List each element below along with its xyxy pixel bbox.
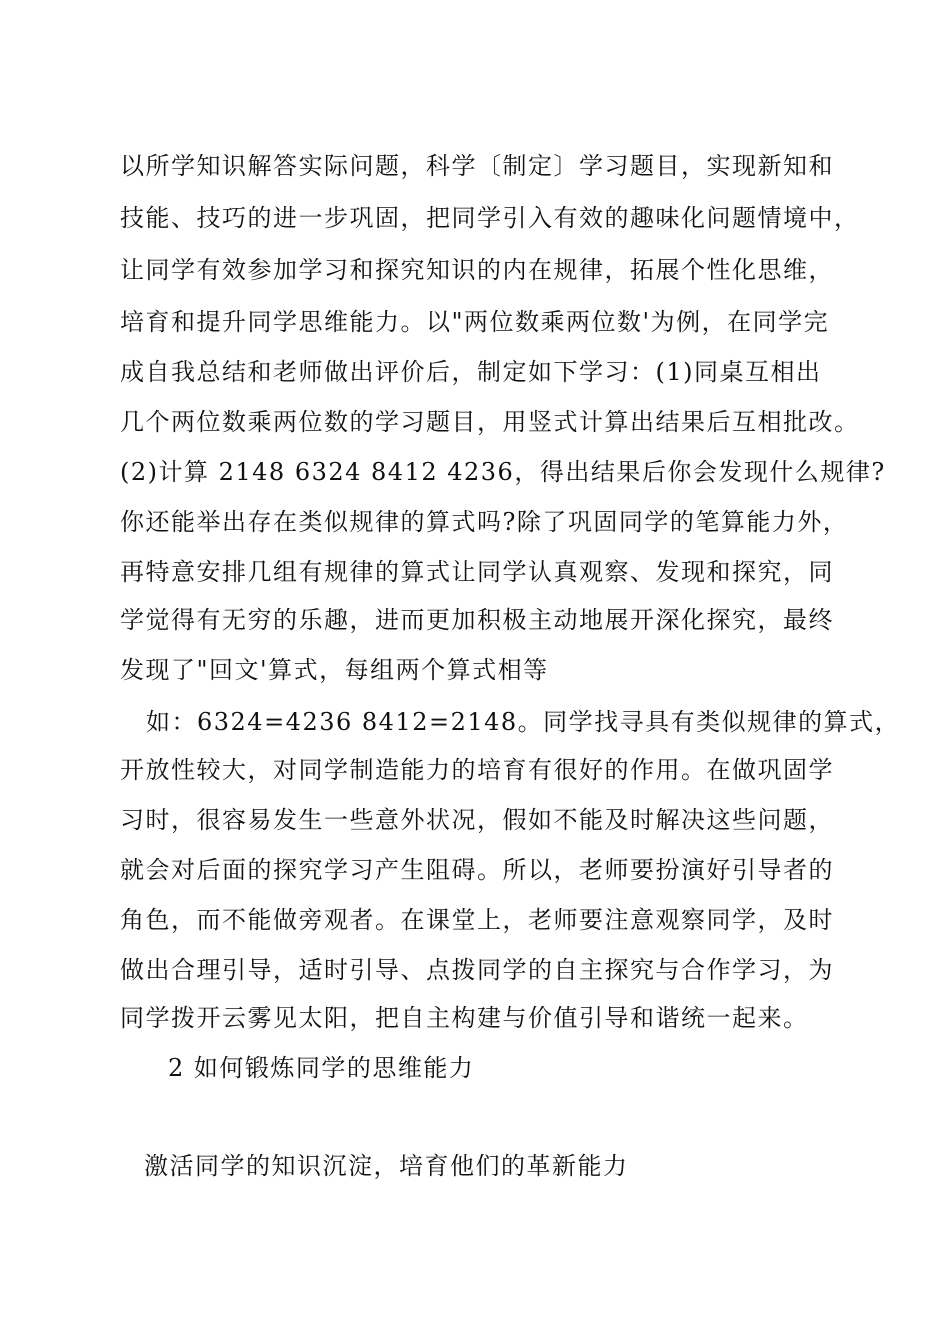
- text-line: 学觉得有无穷的乐趣，进而更加积极主动地展开深化探究，最终: [120, 606, 834, 634]
- text-line: 让同学有效参加学习和探究知识的内在规律，拓展个性化思维，: [120, 256, 834, 284]
- text-line: 技能、技巧的进一步巩固，把同学引入有效的趣味化问题情境中，: [120, 204, 860, 232]
- text-line: 再特意安排几组有规律的算式让同学认真观察、发现和探究，同: [120, 558, 834, 586]
- text-line: 如：6324=4236 8412=2148。同学找寻具有类似规律的算式，: [146, 708, 901, 736]
- text-line: 同学拨开云雾见太阳，把自主构建与价值引导和谐统一起来。: [120, 1004, 809, 1032]
- text-line: 几个两位数乘两位数的学习题目，用竖式计算出结果后互相批改。: [120, 408, 860, 436]
- text-line: 以所学知识解答实际问题，科学〔制定〕学习题目，实现新知和: [120, 152, 834, 180]
- text-line: 你还能举出存在类似规律的算式吗?除了巩固同学的笔算能力外，: [120, 508, 849, 536]
- text-line: 发现了"回文'算式，每组两个算式相等: [120, 656, 549, 684]
- text-line: (2)计算 2148 6324 8412 4236，得出结果后你会发现什么规律?: [120, 458, 886, 486]
- text-line: 培育和提升同学思维能力。以"两位数乘两位数'为例，在同学完: [120, 308, 830, 336]
- section-heading: 2 如何锻炼同学的思维能力: [168, 1054, 475, 1082]
- text-line: 就会对后面的探究学习产生阻碍。所以，老师要扮演好引导者的: [120, 856, 834, 884]
- text-line: 做出合理引导，适时引导、点拨同学的自主探究与合作学习，为: [120, 956, 834, 984]
- text-line: 成自我总结和老师做出评价后，制定如下学习：(1)同桌互相出: [120, 358, 822, 386]
- text-line: 习时，很容易发生一些意外状况，假如不能及时解决这些问题，: [120, 806, 834, 834]
- text-line: 角色，而不能做旁观者。在课堂上，老师要注意观察同学，及时: [120, 906, 834, 934]
- subheading: 激活同学的知识沉淀，培育他们的革新能力: [144, 1152, 629, 1180]
- text-line: 开放性较大，对同学制造能力的培育有很好的作用。在做巩固学: [120, 756, 834, 784]
